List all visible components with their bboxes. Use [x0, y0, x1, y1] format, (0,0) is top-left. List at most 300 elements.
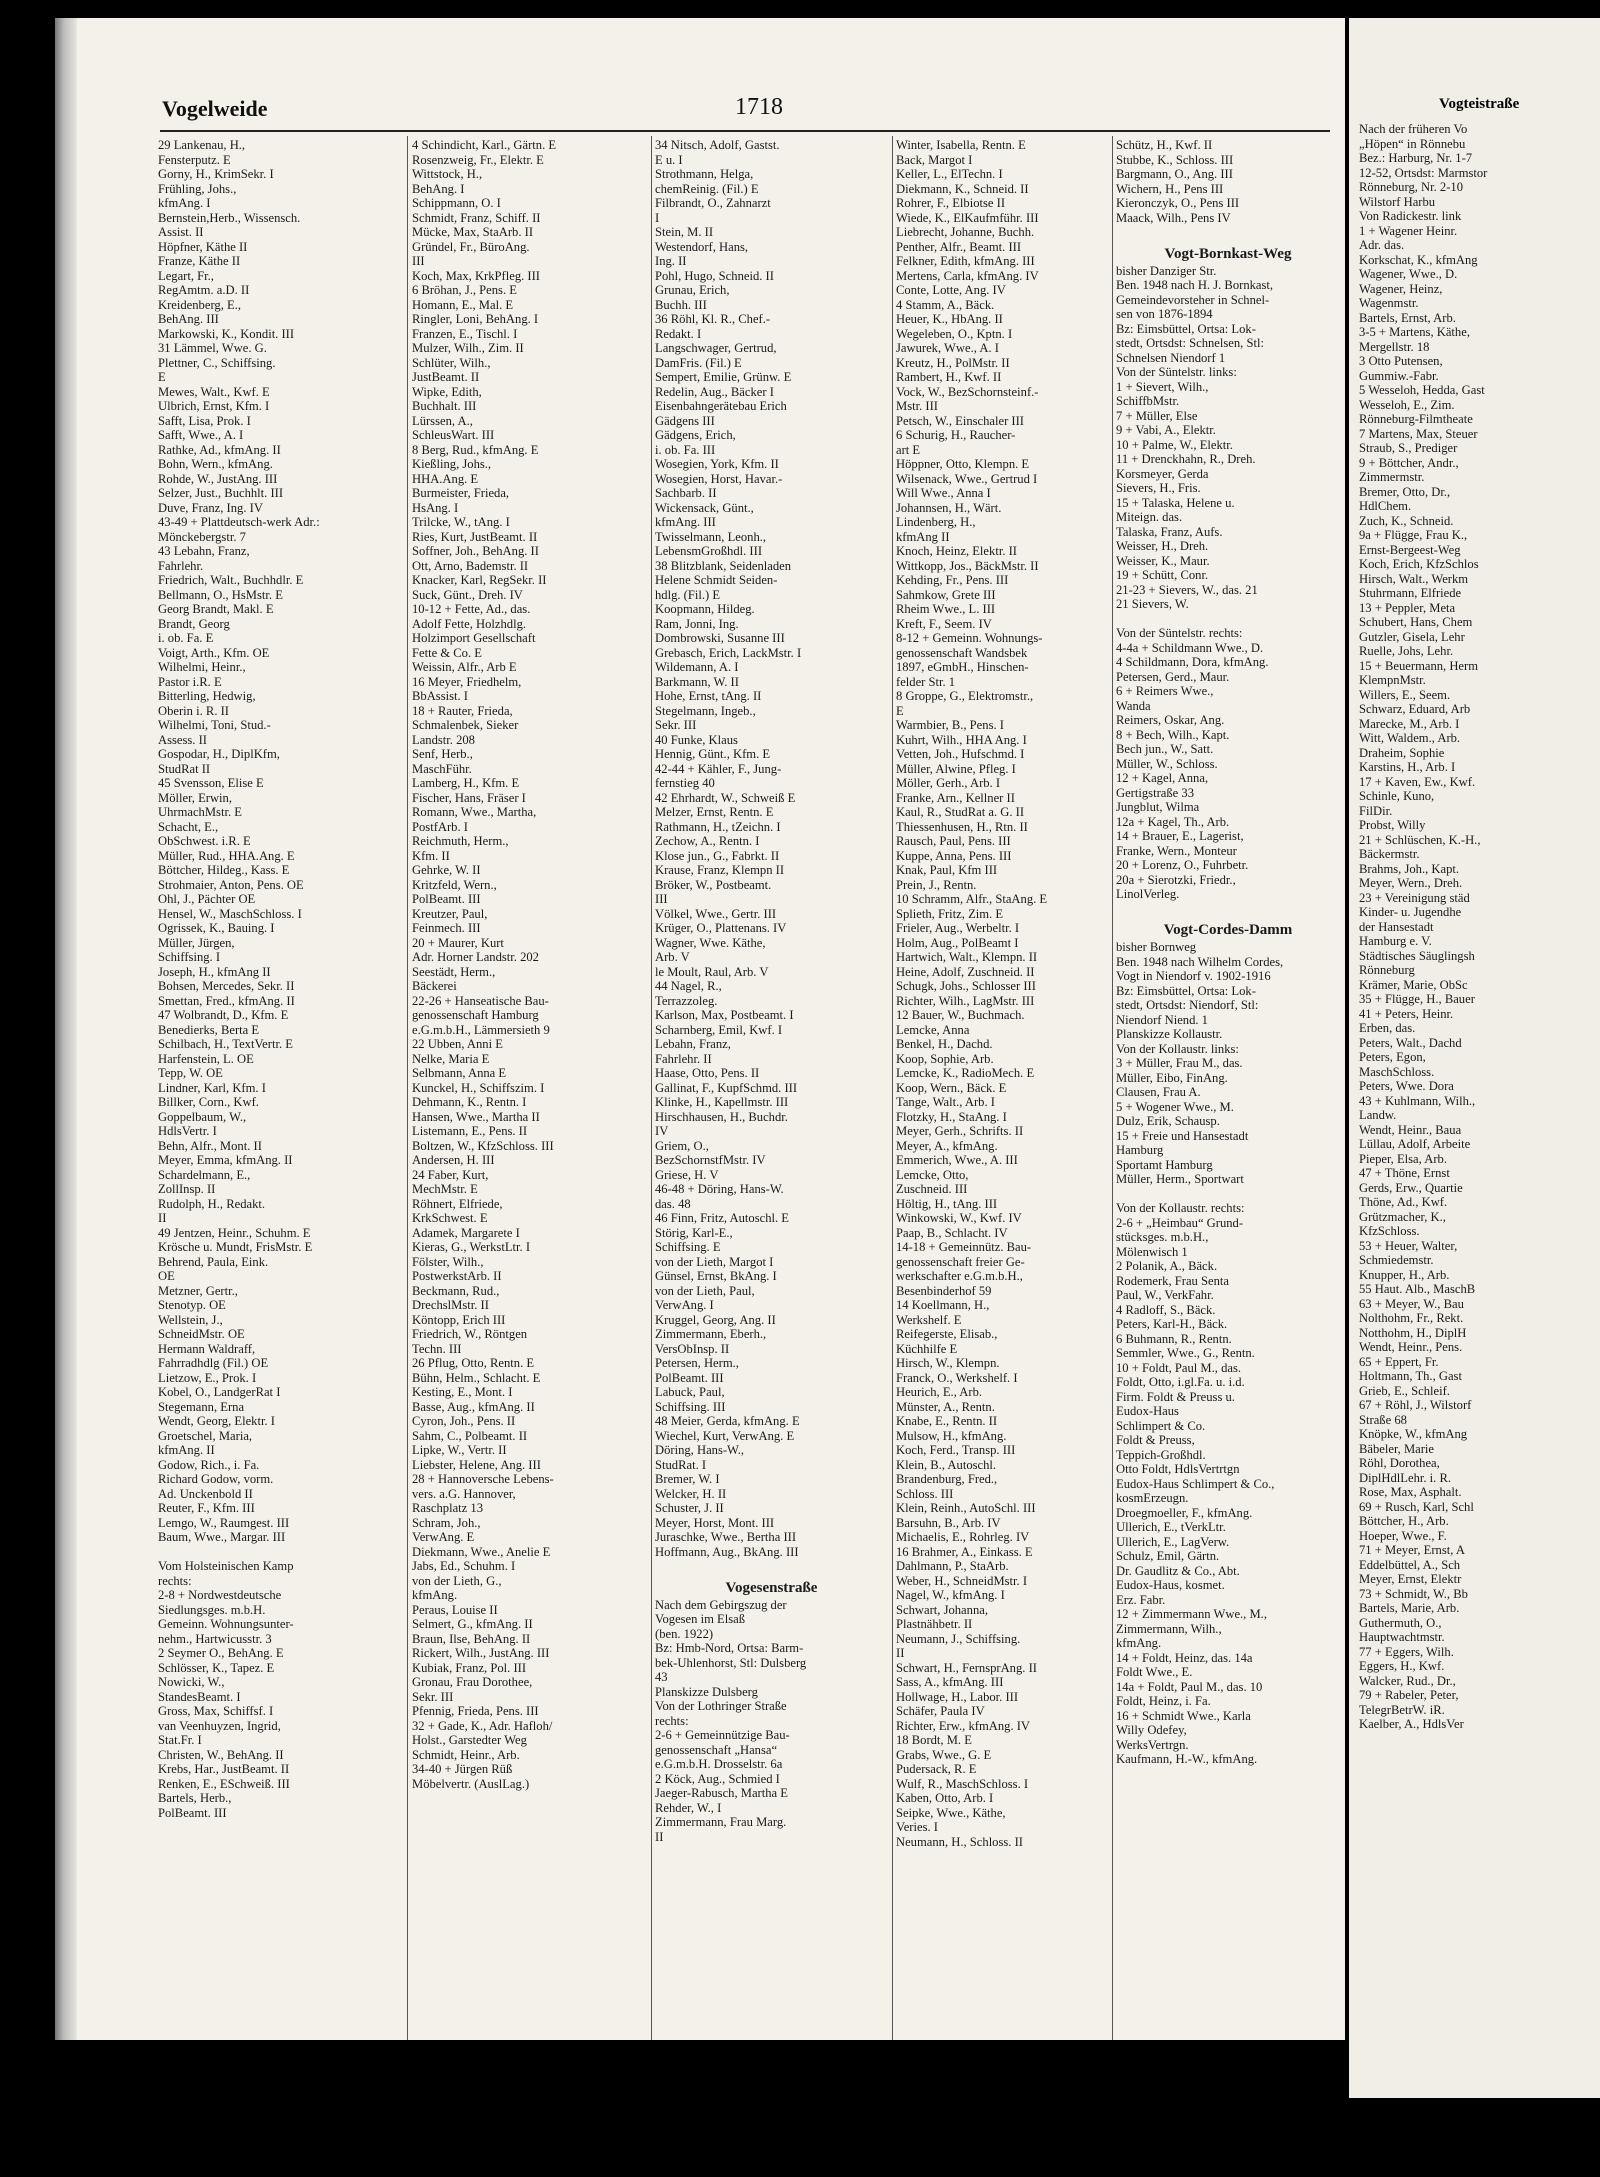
directory-entry: ZollInsp. II [158, 1182, 216, 1196]
directory-entry: Burmeister, Frieda, [412, 486, 510, 500]
directory-entry: 14 + Foldt, Heinz, das. 14a [1116, 1650, 1253, 1665]
directory-entry: Von der Kollaustr. links: [1116, 1041, 1239, 1056]
directory-entry: Dombrowski, Susanne III [655, 631, 785, 645]
directory-entry: Sempert, Emilie, Grünw. E [655, 370, 792, 384]
directory-entry: Sekr. III [655, 718, 697, 732]
directory-entry: Strohmaier, Anton, Pens. OE [158, 877, 304, 892]
directory-entry: Westendorf, Hans, [655, 239, 749, 254]
directory-entry: Ernst-Bergeest-Weg [1359, 542, 1461, 557]
directory-entry: Nach der früheren Vo [1359, 122, 1468, 136]
directory-entry: von der Lieth, G., [412, 1573, 502, 1588]
directory-entry: Bäbeler, Marie [1359, 1441, 1435, 1456]
directory-entry: Liebster, Helene, Ang. III [412, 1457, 541, 1472]
directory-entry: PostwerkstArb. II [412, 1269, 502, 1283]
directory-entry: Gummiw.-Fabr. [1359, 368, 1439, 383]
directory-entry: 43 + Kuhlmann, Wilh., [1359, 1093, 1476, 1108]
directory-entry: Goppelbaum, W., [158, 1109, 247, 1124]
directory-entry: Karstins, H., Arb. I [1359, 760, 1456, 774]
directory-entry: 8 + Bech, Wilh., Kapt. [1116, 727, 1230, 742]
directory-entry: Filbrandt, O., Zahnarzt [655, 196, 771, 210]
directory-entry: Willy Odefey, [1116, 1723, 1187, 1737]
directory-entry: 14 Koellmann, H., [896, 1298, 990, 1312]
directory-entry: Stat.Fr. I [158, 1733, 202, 1747]
directory-entry: Stegelmann, Ingeb., [655, 703, 756, 718]
directory-entry: Heurich, E., Arb. [896, 1385, 983, 1399]
directory-entry: 1 + Wagener Heinr. [1359, 223, 1458, 238]
directory-entry: Voigt, Arth., Kfm. OE [158, 645, 270, 660]
directory-entry: MechMstr. E [412, 1182, 478, 1196]
directory-entry: Joseph, H., kfmAng II [158, 964, 271, 979]
directory-entry: VerwAng. E [412, 1530, 475, 1544]
directory-entry: 11 + Drenckhahn, R., Dreh. [1116, 452, 1256, 466]
directory-entry: Eudox-Haus Schlimpert & Co., [1116, 1476, 1275, 1491]
directory-entry: Jawurek, Wwe., A. I [896, 341, 999, 355]
directory-entry: Meyer, Gerh., Schrifts. II [896, 1124, 1024, 1138]
directory-entry: Müller, Jürgen, [158, 935, 235, 950]
directory-entry: Reimers, Oskar, Ang. [1116, 713, 1225, 727]
directory-entry: stedt, Ortsdst: Schnelsen, Stl: [1116, 336, 1264, 350]
directory-entry: 15 + Beuermann, Herm [1359, 658, 1479, 673]
directory-entry: Gemeinn. Wohnungsunter- [158, 1617, 294, 1631]
directory-entry: Teppich-Großhdl. [1116, 1447, 1206, 1462]
directory-entry: Georg Brandt, Makl. E [158, 602, 274, 616]
directory-entry: der Hansestadt [1359, 919, 1434, 934]
directory-entry: kfmAng. I [158, 196, 211, 210]
directory-entry: MaschSchloss. [1359, 1064, 1435, 1079]
directory-entry: genossenschaft Wandsbek [896, 645, 1028, 660]
directory-entry: BehAng. I [412, 181, 465, 196]
directory-entry: 18 Bordt, M. E [896, 1733, 972, 1747]
directory-entry: Straub, S., Prediger [1359, 441, 1458, 455]
directory-entry: Knacker, Karl, RegSekr. II [412, 573, 547, 587]
directory-entry: LinolVerleg. [1116, 887, 1180, 901]
directory-entry: Krösche u. Mundt, FrisMstr. E [158, 1240, 313, 1254]
directory-entry: Weisser, H., Dreh. [1116, 539, 1209, 553]
directory-entry: Smettan, Fred., kfmAng. II [158, 993, 295, 1008]
directory-entry: Bargmann, O., Ang. III [1116, 167, 1233, 181]
directory-entry: Rausch, Paul, Pens. III [896, 834, 1011, 848]
directory-entry: Flotzky, H., StaAng. I [896, 1109, 1007, 1124]
directory-entry: Erben, das. [1359, 1021, 1416, 1035]
directory-entry: Homann, E., Mal. E [412, 297, 514, 312]
directory-entry: Ad. Unckenbold II [158, 1486, 253, 1501]
directory-entry: 3-5 + Martens, Käthe, [1359, 325, 1470, 339]
directory-entry: Peraus, Louise II [412, 1602, 498, 1617]
directory-entry: Schwart, H., FernsprAng. II [896, 1660, 1037, 1675]
directory-entry: Oberin i. R. II [158, 703, 229, 718]
directory-entry: Kfm. II [412, 848, 450, 863]
directory-entry: Lindenberg, H., [896, 515, 976, 529]
directory-entry: TelegrBetrW. iR. [1359, 1702, 1445, 1717]
directory-entry: Ben. 1948 nach H. J. Bornkast, [1116, 278, 1274, 292]
directory-entry: Bz: Eimsbüttel, Ortsa: Lok- [1116, 983, 1256, 998]
directory-entry: Jaeger-Rabusch, Martha E [655, 1786, 788, 1800]
directory-entry: rechts: [655, 1713, 689, 1728]
directory-entry: 21-23 + Sievers, W., das. 21 [1116, 582, 1258, 597]
directory-entry: Bz: Hmb-Nord, Ortsa: Barm- [655, 1641, 804, 1655]
directory-entry: Gorny, H., KrimSekr. I [158, 167, 274, 181]
directory-entry: 55 Haut. Alb., MaschB [1359, 1282, 1476, 1296]
directory-entry: StudRat II [158, 761, 211, 776]
directory-entry: Schnelsen Niendorf 1 [1116, 350, 1226, 365]
directory-entry: VerwAng. I [655, 1298, 714, 1312]
directory-entry: Kehding, Fr., Pens. III [896, 573, 1009, 587]
directory-entry: Schlüter, Wilh., [412, 355, 491, 370]
directory-entry: 29 Lankenau, H., [158, 138, 246, 152]
directory-entry: UhrmachMstr. E [158, 805, 242, 819]
directory-entry: Lemcke, K., RadioMech. E [896, 1066, 1035, 1080]
directory-entry: Renken, E., ESchweiß. III [158, 1776, 290, 1791]
directory-entry: Brahms, Joh., Kapt. [1359, 861, 1460, 876]
directory-entry: 6 Bröhan, J., Pens. E [412, 283, 517, 297]
directory-entry: Conte, Lotte, Ang. IV [896, 283, 1006, 297]
directory-entry: Kreft, F., Seem. IV [896, 616, 992, 631]
directory-entry: IV [655, 1124, 669, 1138]
directory-entry: vers. a.G. Hannover, [412, 1486, 516, 1501]
directory-entry: Rosenzweig, Fr., Elektr. E [412, 152, 544, 167]
directory-entry: Wagener, Heinz, [1359, 281, 1443, 296]
directory-entry: von der Lieth, Paul, [655, 1283, 755, 1298]
directory-entry: Schmalenbek, Sieker [412, 718, 519, 732]
directory-entry: Franck, O., Werkshelf. I [896, 1370, 1018, 1385]
directory-entry: Eisenbahngerätebau Erich [655, 399, 787, 413]
directory-entry: 34 Nitsch, Adolf, Gastst. [655, 138, 780, 152]
directory-entry: DiplHdlLehr. i. R. [1359, 1470, 1451, 1485]
directory-entry: Fensterputz. E [158, 152, 231, 167]
directory-entry: Paap, B., Schlacht. IV [896, 1225, 1008, 1240]
directory-entry: 8 Groppe, G., Elektromstr., [896, 689, 1034, 703]
directory-entry: werkschafter e.G.m.b.H., [896, 1269, 1023, 1283]
directory-entry: Selmert, G., kfmAng. II [412, 1617, 533, 1631]
directory-entry: Bohsen, Mercedes, Sekr. II [158, 979, 295, 993]
directory-entry: Felkner, Edith, kfmAng. III [896, 254, 1035, 268]
directory-entry: Wosegien, Horst, Havar.- [655, 471, 783, 486]
directory-entry: Kobel, O., LandgerRat I [158, 1385, 281, 1399]
directory-entry: Wilstorf Harbu [1359, 194, 1436, 209]
directory-entry: PolBeamt. III [412, 892, 481, 906]
directory-entry: 9 + Vabi, A., Elektr. [1116, 423, 1216, 437]
directory-entry: Weber, H., SchneidMstr. I [896, 1573, 1028, 1588]
directory-entry: Küchhilfe E [896, 1341, 958, 1356]
directory-entry: Langschwager, Gertrud, [655, 341, 777, 355]
directory-entry: Von der Lothringer Straße [655, 1699, 787, 1713]
directory-entry: Senf, Herb., [412, 747, 473, 761]
directory-entry: Von der Süntelstr. links: [1116, 365, 1237, 379]
directory-entry: Städtisches Säuglingsh [1359, 948, 1475, 963]
directory-entry: Will Wwe., Anna I [896, 486, 991, 500]
directory-entry: Rodemerk, Frau Senta [1116, 1273, 1229, 1288]
directory-entry: Bröker, W., Postbeamt. [655, 877, 772, 892]
directory-entry: Christen, W., BehAng. II [158, 1747, 284, 1762]
directory-entry: Meyer, A., kfmAng. [896, 1138, 998, 1153]
directory-entry: Fischer, Hans, Fräser I [412, 790, 526, 805]
directory-entry: Welcker, H. II [655, 1486, 727, 1501]
directory-entry: 22-26 + Hanseatische Bau- [412, 993, 549, 1008]
directory-entry: Bartels, Herb., [158, 1791, 232, 1805]
directory-entry: Franke, Wern., Monteur [1116, 843, 1237, 858]
directory-entry: Hollwage, H., Labor. III [896, 1689, 1019, 1704]
directory-entry: PolBeamt. III [655, 1370, 724, 1385]
directory-entry: Münster, A., Rentn. [896, 1399, 995, 1414]
directory-entry: Kaul, R., StudRat a. G. II [896, 805, 1025, 819]
directory-entry: Twisselmann, Leonh., [655, 529, 767, 544]
directory-entry: Schmidt, Heinr., Arb. [412, 1747, 520, 1762]
directory-entry: Gründel, Fr., BüroAng. [412, 239, 530, 254]
directory-entry: Mertens, Carla, kfmAng. IV [896, 268, 1039, 283]
directory-entry: LebensmGroßhdl. III [655, 544, 763, 558]
directory-entry: Thiessenhusen, H., Rtn. II [896, 819, 1028, 834]
directory-entry: Tange, Walt., Arb. I [896, 1095, 995, 1109]
directory-entry: Petsch, W., Einschaler III [896, 413, 1025, 428]
directory-entry: Droegmoeller, F., kfmAng. [1116, 1505, 1253, 1520]
directory-entry: Gädgens III [655, 413, 715, 428]
directory-entry: Besenbinderhof 59 [896, 1283, 992, 1298]
directory-entry: Müller, Alwine, Pfleg. I [896, 761, 1016, 776]
directory-entry: Rönneburg [1359, 963, 1415, 977]
directory-entry: Dr. Gaudlitz & Co., Abt. [1116, 1563, 1240, 1578]
directory-entry: 7 Martens, Max, Steuer [1359, 426, 1478, 441]
directory-entry: kfmAng. III [655, 515, 716, 529]
directory-entry: Benedierks, Berta E [158, 1022, 260, 1037]
directory-entry: das. 48 [655, 1196, 691, 1211]
directory-entry: sen von 1876-1894 [1116, 307, 1213, 321]
directory-entry: art E [896, 442, 921, 457]
directory-entry: Vom Holsteinischen Kamp [158, 1559, 294, 1573]
directory-entry: Nelke, Maria E [412, 1051, 490, 1066]
directory-entry: RegAmtm. a.D. II [158, 283, 250, 297]
directory-entry: 12a + Kagel, Th., Arb. [1116, 814, 1230, 829]
directory-entry: Rathke, Ad., kfmAng. II [158, 442, 281, 457]
directory-entry: nehm., Hartwicusstr. 3 [158, 1631, 272, 1646]
directory-entry: BehAng. III [158, 312, 219, 326]
directory-entry: Wagener, Wwe., D. [1359, 267, 1458, 281]
facing-page-column [1359, 122, 1600, 1732]
directory-entry: 2-8 + Nordwestdeutsche [158, 1588, 282, 1602]
directory-entry: Arb. V [655, 950, 690, 964]
directory-entry: II [655, 1829, 664, 1844]
directory-entry: Safft, Wwe., A. I [158, 428, 244, 442]
directory-entry: Völkel, Wwe., Gertr. III [655, 906, 777, 921]
directory-entry: Guthermuth, O., [1359, 1615, 1442, 1630]
directory-entry: Neumann, H., Schloss. II [896, 1834, 1023, 1849]
directory-entry: Harfenstein, L. OE [158, 1051, 254, 1066]
directory-entry: Ullerich, E., tVerkLtr. [1116, 1520, 1226, 1534]
directory-entry: Keller, L., ElTechn. I [896, 167, 1003, 181]
directory-entry: Paul, W., VerkFahr. [1116, 1288, 1214, 1302]
directory-entry: Hirsch, W., Klempn. [896, 1356, 1000, 1370]
directory-entry: Jungblut, Wilma [1116, 800, 1200, 814]
directory-entry: Möbelvertr. (AuslLag.) [412, 1776, 530, 1791]
directory-entry: Zimmermann, Wilh., [1116, 1621, 1222, 1636]
directory-entry: SchleusWart. III [412, 428, 495, 442]
directory-entry: Stuhrmann, Elfriede [1359, 586, 1462, 600]
directory-entry: 69 + Rusch, Karl, Schl [1359, 1499, 1474, 1514]
directory-entry: Wichern, H., Pens III [1116, 181, 1224, 196]
directory-entry: ObSchwest. i.R. E [158, 834, 251, 848]
directory-entry: StandesBeamt. I [158, 1689, 241, 1704]
directory-entry: Gronau, Frau Dorothee, [412, 1675, 533, 1689]
directory-page [55, 18, 1345, 2040]
directory-entry: Stegemann, Erna [158, 1399, 245, 1414]
directory-entry: rechts: [158, 1573, 192, 1588]
directory-entry: Bremer, W. I [655, 1472, 720, 1486]
directory-entry: 53 + Heuer, Walter, [1359, 1238, 1458, 1253]
directory-entry: DrechslMstr. II [412, 1298, 489, 1312]
directory-entry: Lietzow, E., Prok. I [158, 1370, 257, 1385]
directory-entry: Rose, Max, Asphalt. [1359, 1485, 1462, 1499]
directory-entry: Kaufmann, H.-W., kfmAng. [1116, 1752, 1258, 1766]
directory-entry: stedt, Ortsdst: Niendorf, Stl: [1116, 998, 1259, 1012]
directory-entry: kfmAng. [412, 1588, 458, 1602]
directory-entry: Schubert, Hans, Chem [1359, 615, 1473, 629]
directory-entry: Fahrlehr. II [655, 1051, 712, 1066]
directory-entry: Hoeper, Wwe., F. [1359, 1528, 1447, 1543]
directory-entry: Günsel, Ernst, BkAng. I [655, 1269, 777, 1283]
directory-entry: i. ob. Fa. E [158, 631, 214, 645]
directory-entry: Safft, Lisa, Prok. I [158, 413, 251, 428]
directory-entry: i. ob. Fa. III [655, 442, 716, 457]
directory-entry: Mönckebergstr. 7 [158, 529, 246, 544]
header-rule [160, 130, 1330, 132]
directory-entry: Vetten, Joh., Hufschmd. I [896, 747, 1025, 761]
directory-entry: 3 + Müller, Frau M., das. [1116, 1056, 1243, 1070]
directory-entry: Wickensack, Günt., [655, 500, 754, 515]
directory-entry: Lamberg, H., Kfm. E [412, 776, 520, 790]
directory-entry: Duve, Franz, Ing. IV [158, 500, 263, 515]
directory-entry: Ing. II [655, 254, 687, 268]
directory-entry: Gallinat, F., KupfSchmd. III [655, 1080, 798, 1095]
directory-entry: Bremer, Otto, Dr., [1359, 484, 1451, 499]
directory-entry: 10 + Palme, W., Elektr. [1116, 437, 1233, 452]
directory-entry: Schiffsing. III [655, 1399, 726, 1414]
directory-entry: Bitterling, Hedwig, [158, 689, 256, 703]
directory-entry: 43 Lebahn, Franz, [158, 544, 250, 558]
directory-entry: Zimmermann, Frau Marg. [655, 1815, 787, 1829]
directory-entry: 1897, eGmbH., Hinschen- [896, 660, 1029, 674]
directory-entry: Nowicki, W., [158, 1675, 225, 1689]
directory-entry: Koop, Sophie, Arb. [896, 1051, 994, 1066]
directory-entry: 7 + Müller, Else [1116, 408, 1198, 423]
directory-entry: Ries, Kurt, JustBeamt. II [412, 529, 538, 544]
directory-entry: Landw. [1359, 1108, 1397, 1122]
directory-entry: Juraschke, Wwe., Bertha III [655, 1530, 797, 1544]
directory-entry: 24 Faber, Kurt, [412, 1167, 489, 1182]
directory-entry: Schlösser, K., Tapez. E [158, 1660, 275, 1675]
directory-entry: Feinmech. III [412, 921, 481, 935]
directory-entry: Kieras, G., WerkstLtr. I [412, 1240, 531, 1254]
directory-entry: Friedrich, W., Röntgen [412, 1327, 528, 1341]
directory-entry: 10 + Foldt, Paul M., das. [1116, 1360, 1242, 1375]
directory-entry: Schiffsing. I [158, 950, 221, 964]
directory-entry: E u. I [655, 152, 683, 167]
directory-entry: Winter, Isabella, Rentn. E [896, 138, 1026, 152]
directory-entry: VersObInsp. II [655, 1341, 730, 1356]
directory-entry: genossenschaft „Hansa“ [655, 1742, 778, 1757]
directory-entry: Legart, Fr., [158, 268, 214, 283]
directory-entry: Müller, Herm., Sportwart [1116, 1172, 1244, 1186]
directory-entry: Klein, Reinh., AutoSchl. III [896, 1501, 1036, 1515]
directory-entry: Vock, W., BezSchornsteinf.- [896, 384, 1039, 399]
directory-entry: Behn, Alfr., Mont. II [158, 1138, 262, 1153]
directory-entry: Hoffmann, Aug., BkAng. III [655, 1544, 799, 1559]
directory-entry: „Höpen“ in Rönnebu [1359, 136, 1466, 151]
directory-entry: Kreutzer, Paul, [412, 906, 488, 921]
directory-entry: Warmbier, B., Pens. I [896, 718, 1004, 732]
directory-entry: Wendt, Georg, Elektr. I [158, 1414, 275, 1428]
directory-entry: Gertigstraße 33 [1116, 785, 1194, 800]
directory-entry: Johannsen, H., Wärt. [896, 500, 1002, 515]
directory-entry: Eggers, H., Kwf. [1359, 1659, 1445, 1673]
column-divider [892, 136, 893, 2040]
directory-entry: 4 Stamm, A., Bäck. [896, 297, 995, 312]
directory-entry: Raschplatz 13 [412, 1501, 483, 1515]
directory-entry: 79 + Rabeler, Peter, [1359, 1688, 1459, 1702]
directory-entry: PolBeamt. III [158, 1805, 227, 1820]
directory-entry: Reuter, F., Kfm. III [158, 1501, 255, 1515]
directory-entry: Petersen, Herm., [655, 1356, 739, 1370]
directory-entry: Wilhelmi, Toni, Stud.- [158, 718, 271, 732]
directory-entry: Grützmacher, K., [1359, 1209, 1446, 1224]
directory-entry: BezSchornstfMstr. IV [655, 1153, 766, 1167]
directory-entry: Sievers, H., Fris. [1116, 481, 1201, 495]
directory-entry: Koopmann, Hildeg. [655, 602, 755, 616]
directory-entry: Bech jun., W., Satt. [1116, 742, 1214, 756]
directory-entry: Holm, Aug., PolBeamt I [896, 935, 1019, 950]
directory-entry: 28 + Hannoversche Lebens- [412, 1472, 554, 1486]
directory-entry: Möller, Gerh., Arb. I [896, 776, 1001, 790]
directory-entry: Wegeleben, O., Kptn. I [896, 326, 1013, 341]
directory-entry: Miteign. das. [1116, 510, 1183, 524]
directory-entry: 2 Polanik, A., Bäck. [1116, 1259, 1218, 1273]
directory-entry: Romann, Wwe., Martha, [412, 805, 537, 819]
directory-entry: Franze, Käthe II [158, 254, 241, 268]
directory-entry: Sportamt Hamburg [1116, 1157, 1213, 1172]
directory-entry: Pieper, Elsa, Arb. [1359, 1151, 1447, 1166]
directory-entry: Reifegerste, Elisab., [896, 1327, 998, 1341]
directory-entry: Höltig, H., tAng. III [896, 1196, 998, 1211]
directory-entry: Petersen, Gerd., Maur. [1116, 669, 1230, 684]
directory-entry: Schugk, Johs., Schlosser III [896, 979, 1036, 993]
directory-entry: Mölenwisch 1 [1116, 1244, 1188, 1259]
directory-entry: Koch, Erich, KfzSchlos [1359, 557, 1479, 571]
directory-entry: Adamek, Margarete I [412, 1225, 520, 1240]
directory-entry: Dehmann, K., Rentn. I [412, 1095, 527, 1109]
directory-entry: Köntopp, Erich III [412, 1312, 506, 1327]
directory-entry: Kieronczyk, O., Pens III [1116, 196, 1240, 210]
directory-entry: Richard Godow, vorm. [158, 1472, 274, 1486]
directory-entry: e.G.m.b.H., Lämmersieth 9 [412, 1022, 550, 1037]
street-heading: Vogt-Bornkast-Weg [1164, 245, 1292, 262]
directory-entry: Lebahn, Franz, [655, 1037, 731, 1051]
directory-entry: Grunau, Erich, [655, 283, 730, 297]
directory-entry: Lemgo, W., Raumgest. III [158, 1515, 290, 1530]
directory-entry: Wendt, Heinr., Baua [1359, 1122, 1462, 1137]
directory-entry: Zuch, K., Schneid. [1359, 513, 1454, 528]
directory-entry: 20a + Sierotzki, Friedr., [1116, 872, 1236, 887]
directory-entry: e.G.m.b.H. Drosselstr. 6a [655, 1757, 783, 1771]
directory-entry: SchneidMstr. OE [158, 1327, 245, 1341]
directory-entry: 12-52, Ortsdst: Marmstor [1359, 165, 1488, 180]
directory-entry: Bäckermstr. [1359, 847, 1420, 861]
directory-entry: Mücke, Max, StaArb. II [412, 225, 534, 239]
directory-entry: Clausen, Frau A. [1116, 1085, 1201, 1099]
directory-entry: Ott, Arno, Bademstr. II [412, 558, 529, 573]
directory-entry: KlempnMstr. [1359, 673, 1426, 687]
directory-entry: Kreutz, H., PolMstr. II [896, 355, 1010, 370]
directory-entry: Schütz, H., Kwf. II [1116, 138, 1213, 152]
directory-entry: Klose jun., G., Fabrkt. II [655, 848, 780, 863]
directory-entry: Diekmann, K., Schneid. II [896, 181, 1029, 196]
